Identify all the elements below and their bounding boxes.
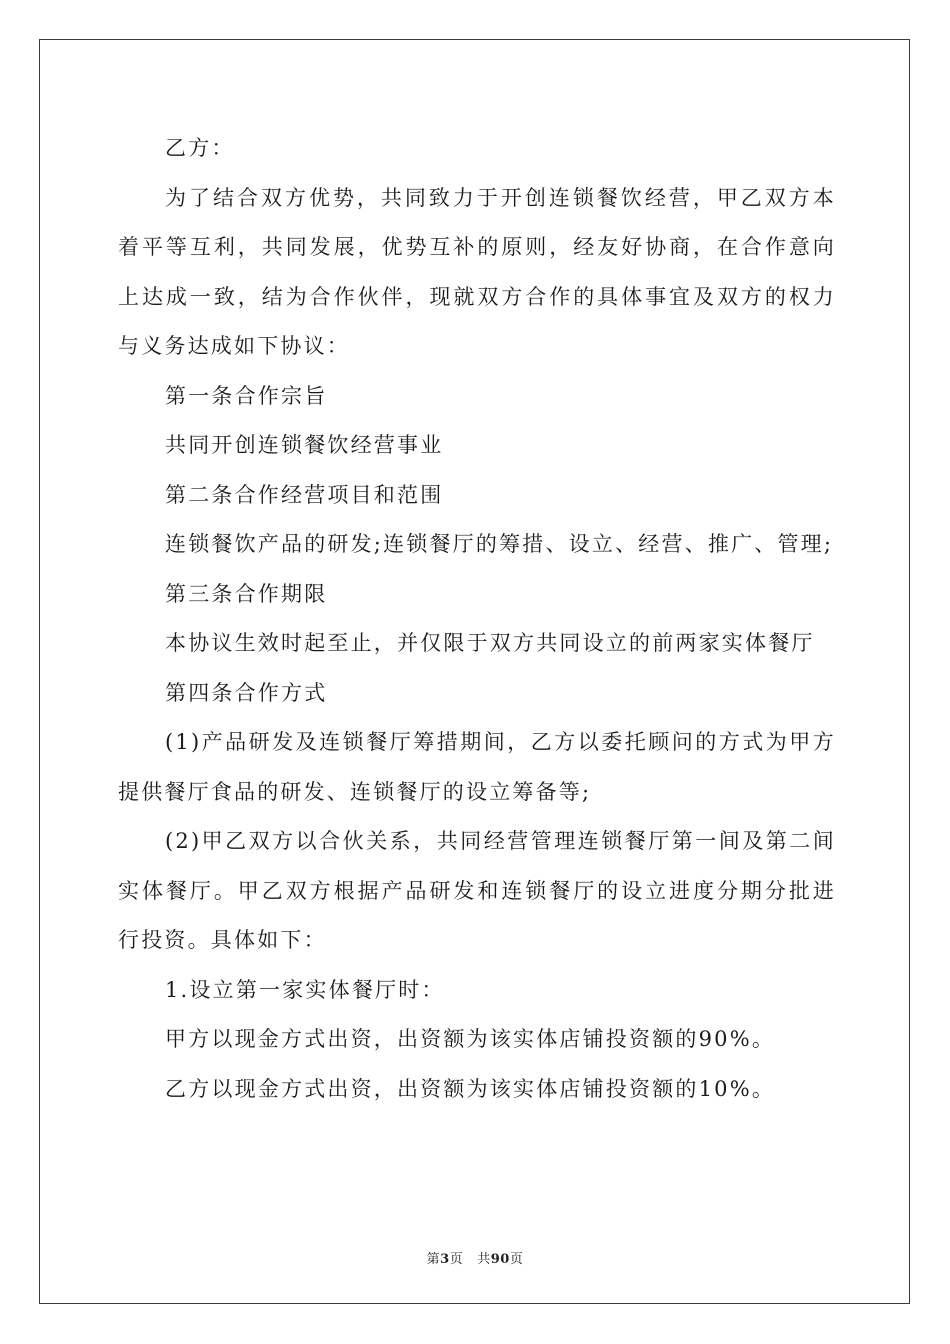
footer-total-prefix: 共 (477, 1252, 491, 1267)
footer-page-suffix: 页 (449, 1252, 464, 1267)
paragraph: 为了结合双方优势，共同致力于开创连锁餐饮经营，甲乙双方本着平等互利，共同发展，优势互补的原则，经友好协商，在合作意向上达成一致，结为合作伙伴，现就双方合作的具体事宜及双方的权力与义务达成如下协议： (118, 185, 836, 358)
paragraph: 本协议生效时起至止，并仅限于双方共同设立的前两家实体餐厅 (165, 631, 815, 655)
paragraph: 第二条合作经营项目和范围 (165, 482, 444, 507)
page-footer (0, 1248, 950, 1267)
paragraph: 第一条合作宗旨 (165, 383, 328, 408)
paragraph: 1.设立第一家实体餐厅时： (165, 977, 445, 1002)
paragraph: 甲方以现金方式出资，出资额为该实体店铺投资额的90%。 (165, 1027, 776, 1051)
paragraph: 乙方以现金方式出资，出资额为该实体店铺投资额的10%。 (165, 1076, 776, 1101)
paragraph: 连锁餐饮产品的研发;连锁餐厅的筹措、设立、经营、推广、管理; (165, 532, 834, 556)
document-body (118, 124, 836, 1114)
footer-page-number: 3 (440, 1252, 450, 1267)
paragraph: (1)产品研发及连锁餐厅筹措期间，乙方以委托顾问的方式为甲方提供餐厅食品的研发、连锁餐厅的设立筹备等; (118, 730, 836, 804)
paragraph: 第三条合作期限 (165, 581, 328, 606)
paragraph: (2)甲乙双方以合伙关系，共同经营管理连锁餐厅第一间及第二间实体餐厅。甲乙双方根据产品研发和连锁餐厅的设立进度分期分批进行投资。具体如下： (118, 829, 836, 952)
paragraph: 乙方： (165, 136, 235, 160)
footer-total-suffix: 页 (509, 1252, 524, 1267)
paragraph: 第四条合作方式 (165, 680, 328, 705)
footer-total-pages: 90 (490, 1252, 510, 1267)
footer-page-prefix: 第 (426, 1252, 441, 1267)
paragraph: 共同开创连锁餐饮经营事业 (165, 433, 444, 457)
